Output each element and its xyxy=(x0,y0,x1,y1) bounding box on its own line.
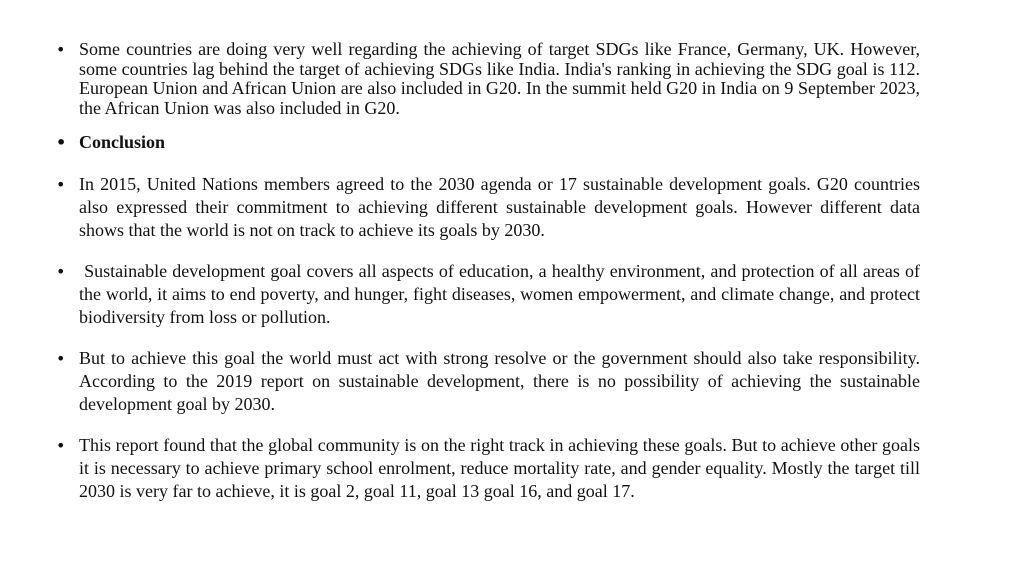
bullet-text: Some countries are doing very well regarding the achieving of target SDGs like France, Germany, UK. However, some countries lag behind the target of achieving SDGs like India. India's ranking in achieving the SDG goal is 112. European Union and African Union are also included in G20. In the summit held G20 in India on 9 September 2023, the African Union was also included in G20. xyxy=(79,39,920,118)
bullet-item-resolve xyxy=(56,347,920,416)
bullet-text: This report found that the global community is on the right track in achieving these goals. But to achieve other goals it is necessary to achieve primary school enrolment, reduce mortality rate, and gender equality. Mostly the target till 2030 is very far to achieve, it is goal 2, goal 11, goal 13 goal 16, and goal 17. xyxy=(79,435,920,501)
bullet-item-sdg-progress xyxy=(56,40,920,118)
bullet-text: Sustainable development goal covers all aspects of education, a healthy environment, and protection of all areas of the world, it aims to end poverty, and hunger, fight diseases, women empowerment, and climate change, and protect biodiversity from loss or pollution. xyxy=(79,261,925,327)
bullet-item-2030-agenda xyxy=(56,173,920,242)
conclusion-heading: Conclusion xyxy=(79,132,166,152)
bullet-icon: • xyxy=(56,40,66,59)
bullet-item-report-findings xyxy=(56,434,920,503)
bullet-text: In 2015, United Nations members agreed to the 2030 agenda or 17 sustainable development goals. G20 countries also expressed their commitment to achieving different sustainable development goals. However different data shows that the world is not on track to achieve its goals by 2030. xyxy=(79,174,920,240)
bullet-list xyxy=(56,39,925,521)
bullet-icon: • xyxy=(56,262,66,281)
bullet-item-goal-coverage xyxy=(56,260,925,329)
bullet-text: But to achieve this goal the world must act with strong resolve or the government should also take responsibility. According to the 2019 report on sustainable development, there is no possibility of achieving the sustainable development goal by 2030. xyxy=(79,348,920,414)
bullet-icon: • xyxy=(56,133,67,152)
bullet-item-conclusion-heading xyxy=(56,131,920,154)
bullet-icon: • xyxy=(56,175,66,194)
bullet-icon: • xyxy=(56,349,66,368)
bullet-icon: • xyxy=(56,436,66,455)
